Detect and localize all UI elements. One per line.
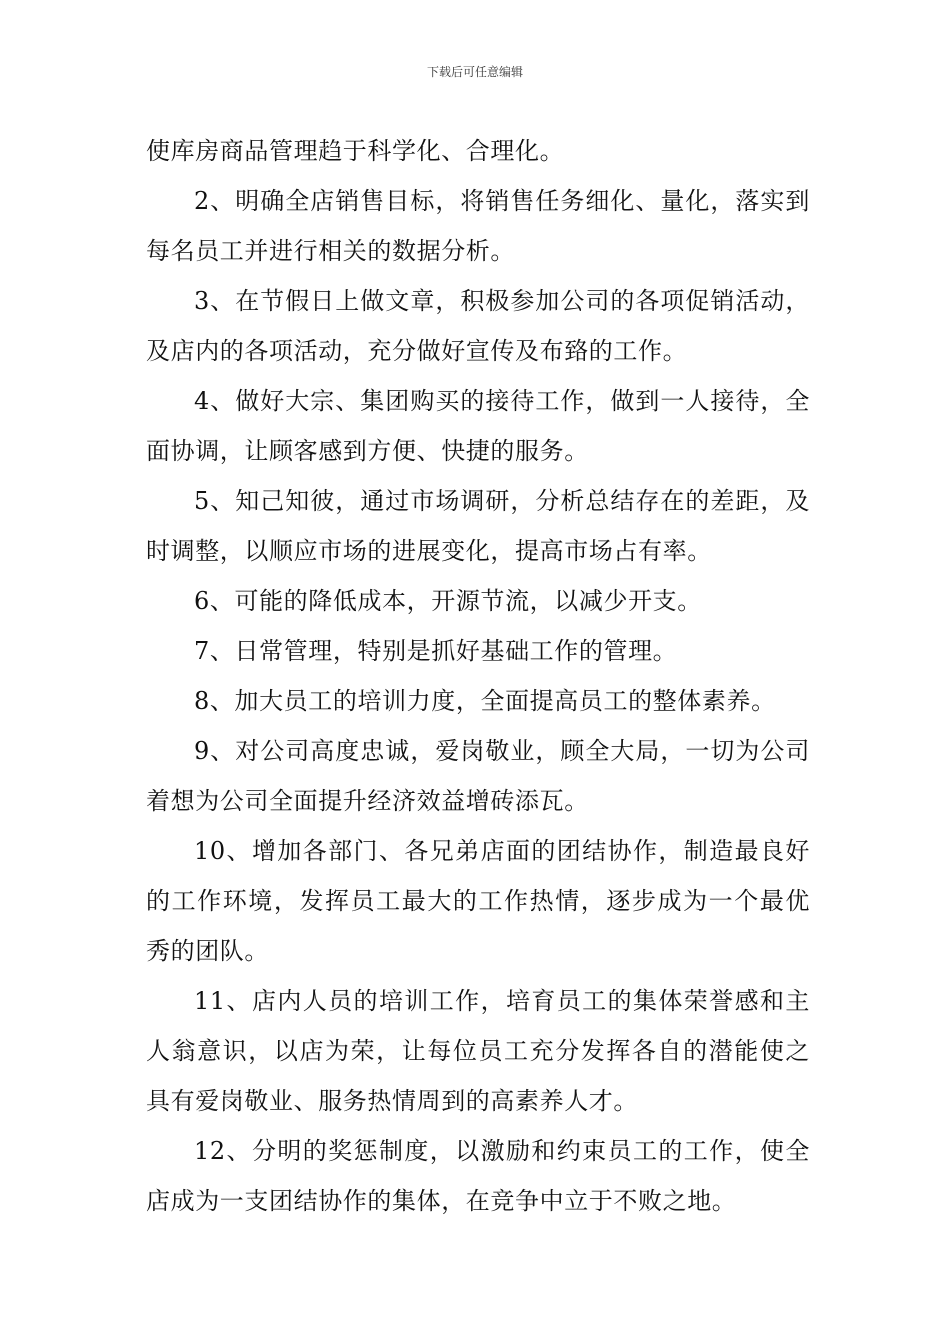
- paragraph-item-11: 11、店内人员的培训工作，培育员工的集体荣誉感和主人翁意识，以店为荣，让每位员工充分发挥各自的潜能使之具有爱岗敬业、服务热情周到的高素养人才。: [146, 987, 810, 1115]
- paragraph-item-8: 8、加大员工的培训力度，全面提高员工的整体素养。: [194, 687, 776, 715]
- paragraph-item-4: 4、做好大宗、集团购买的接待工作，做到一人接待，全面协调，让顾客感到方便、快捷的服务。: [146, 387, 810, 465]
- paragraph-item-12: 12、分明的奖惩制度，以激励和约束员工的工作，使全店成为一支团结协作的集体，在竞争中立于不败之地。: [146, 1137, 810, 1215]
- document-body: [146, 126, 810, 1226]
- paragraph-continuation: 使库房商品管理趋于科学化、合理化。: [146, 137, 565, 165]
- paragraph-item-9: 9、对公司高度忠诚，爱岗敬业，顾全大局，一切为公司着想为公司全面提升经济效益增砖添瓦。: [146, 737, 810, 815]
- paragraph-item-7: 7、日常管理，特别是抓好基础工作的管理。: [194, 637, 678, 665]
- paragraph-item-2: 2、明确全店销售目标，将销售任务细化、量化，落实到每名员工并进行相关的数据分析。: [146, 187, 810, 265]
- paragraph-item-3: 3、在节假日上做文章，积极参加公司的各项促销活动，及店内的各项活动，充分做好宣传及布臵的工作。: [146, 287, 810, 365]
- paragraph-item-10: 10、增加各部门、各兄弟店面的团结协作，制造最良好的工作环境，发挥员工最大的工作热情，逐步成为一个最优秀的团队。: [146, 837, 810, 965]
- paragraph-item-6: 6、可能的降低成本，开源节流，以减少开支。: [194, 587, 702, 615]
- paragraph-item-5: 5、知己知彼，通过市场调研，分析总结存在的差距，及时调整，以顺应市场的进展变化，提高市场占有率。: [146, 487, 810, 565]
- page-header-note: 下载后可任意编辑: [426, 65, 523, 79]
